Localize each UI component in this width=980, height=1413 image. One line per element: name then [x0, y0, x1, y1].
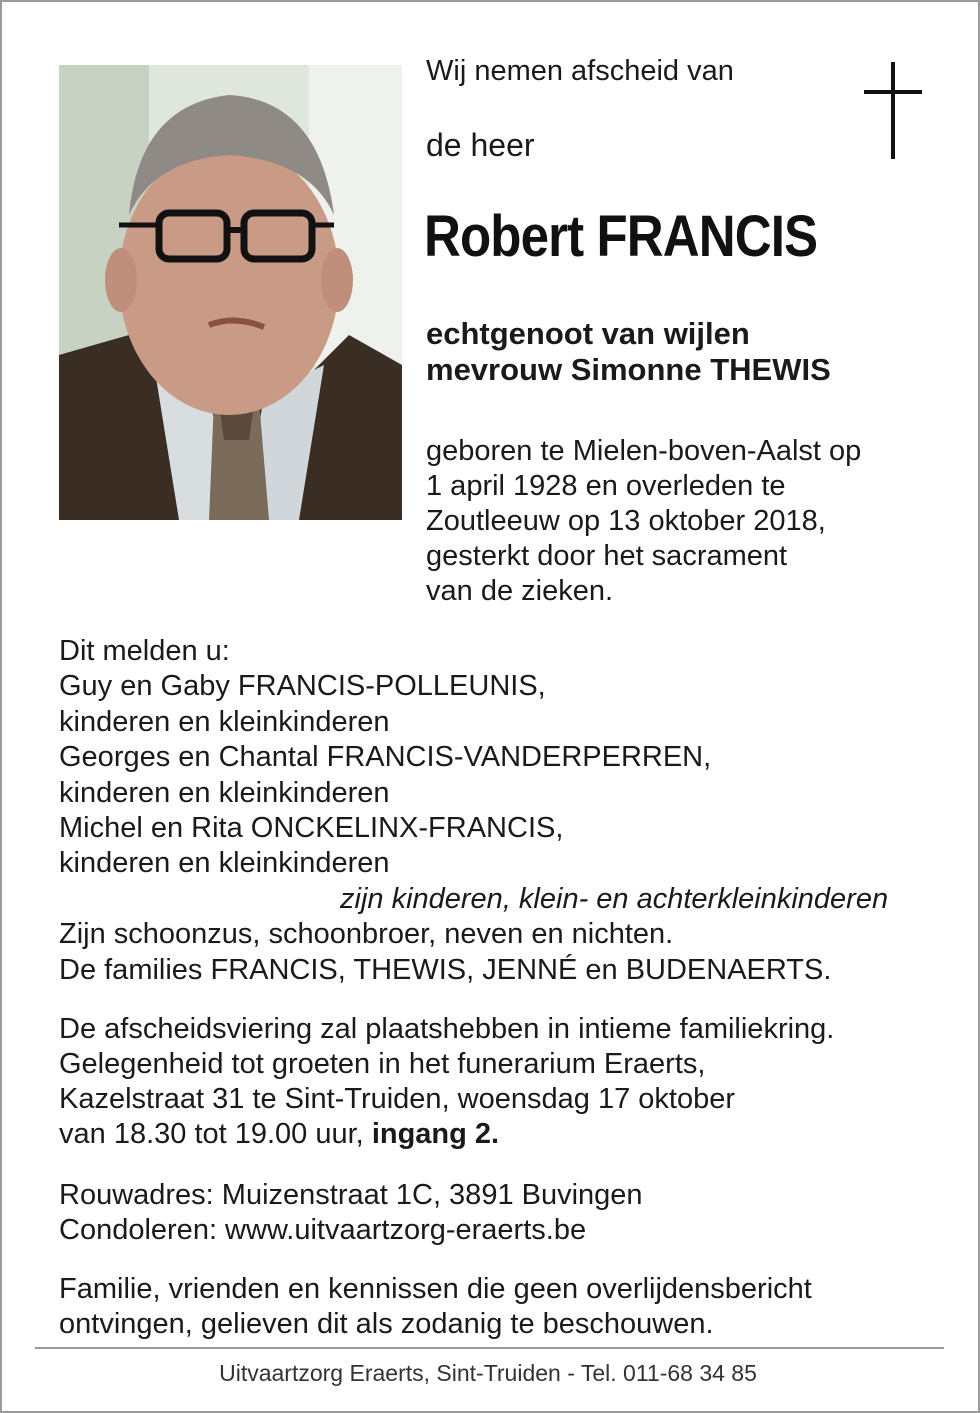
family-line: kinderen en kleinkinderen	[59, 776, 390, 809]
spouse-line: mevrouw Simonne THEWIS	[426, 352, 831, 387]
honorific: de heer	[426, 127, 535, 163]
spouse-line: echtgenoot van wijlen	[426, 316, 750, 351]
birth-line: gesterkt door het sacrament	[426, 540, 788, 572]
birth-line: Zoutleeuw op 13 oktober 2018,	[426, 505, 826, 537]
family-italic-line: zijn kinderen, klein- en achterkleinkinderen	[340, 882, 889, 915]
family-line: Zijn schoonzus, schoonbroer, neven en nichten.	[59, 918, 674, 951]
contact-block	[59, 1178, 643, 1248]
ceremony-time: van 18.30 tot 19.00 uur,	[59, 1118, 372, 1150]
birth-block	[426, 434, 861, 609]
cross-icon	[864, 62, 922, 159]
birth-line: geboren te Mielen-boven-Aalst op	[426, 435, 862, 467]
portrait-photo	[59, 65, 402, 520]
family-line: kinderen en kleinkinderen	[59, 847, 390, 880]
mourning-address: Rouwadres: Muizenstraat 1C, 3891 Buvingen	[59, 1179, 643, 1211]
family-line: De families FRANCIS, THEWIS, JENNÉ en BUDENAERTS.	[59, 953, 832, 986]
portrait-illustration	[59, 65, 402, 520]
footer-text: Uitvaartzorg Eraerts, Sint-Truiden - Tel. 011-68 34 85	[219, 1360, 757, 1386]
ceremony-line: Gelegenheid tot groeten in het funerarium Eraerts,	[59, 1048, 706, 1080]
ceremony-line: De afscheidsviering zal plaatshebben in intieme familiekring.	[59, 1013, 835, 1045]
condolence-website: Condoleren: www.uitvaartzorg-eraerts.be	[59, 1214, 587, 1246]
ceremony-block	[59, 1012, 834, 1152]
family-block	[59, 634, 888, 988]
birth-line: van de zieken.	[426, 575, 614, 607]
spouse-block	[426, 316, 831, 388]
family-line: Guy en Gaby FRANCIS-POLLEUNIS,	[59, 670, 546, 703]
family-line: kinderen en kleinkinderen	[59, 705, 390, 738]
ceremony-line	[59, 1117, 834, 1152]
footer-divider	[35, 1347, 944, 1349]
closing-line: ontvingen, gelieven dit als zodanig te beschouwen.	[59, 1308, 714, 1340]
ceremony-line: Kazelstraat 31 te Sint-Truiden, woensdag 17 oktober	[59, 1083, 735, 1115]
family-line: Georges en Chantal FRANCIS-VANDERPERREN,	[59, 741, 712, 774]
closing-line: Familie, vrienden en kennissen die geen overlijdensbericht	[59, 1273, 812, 1305]
family-line: Dit melden u:	[59, 635, 230, 667]
deceased-name: Robert FRANCIS	[424, 204, 818, 269]
intro-text: Wij nemen afscheid van	[426, 55, 734, 87]
family-line: Michel en Rita ONCKELINX-FRANCIS,	[59, 812, 564, 845]
birth-line: 1 april 1928 en overleden te	[426, 470, 786, 502]
ceremony-entrance: ingang 2.	[371, 1118, 500, 1150]
closing-block	[59, 1272, 812, 1342]
